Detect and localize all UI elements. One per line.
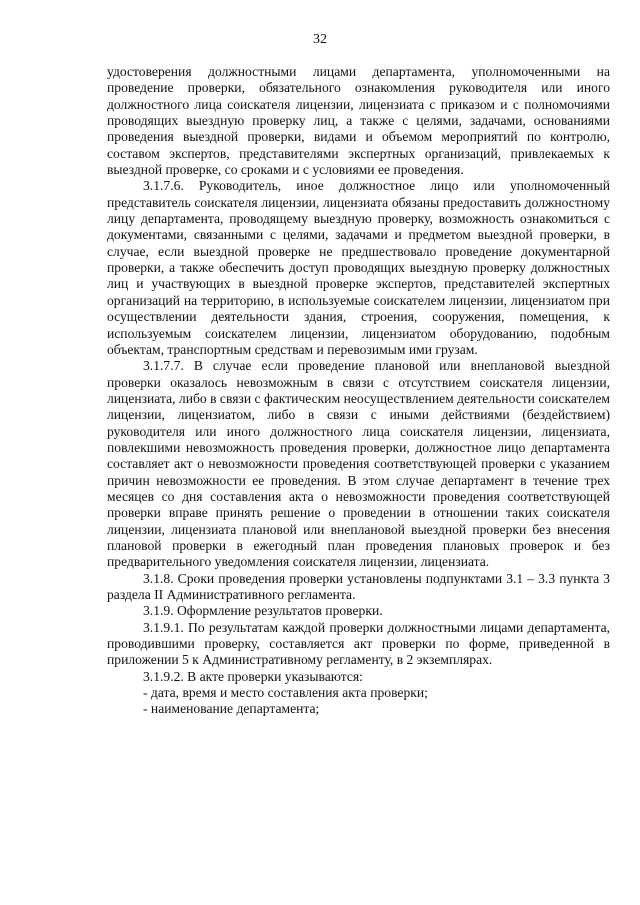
list-item: - наименование департамента;	[143, 701, 320, 717]
paragraph: удостоверения должностными лицами департамента, уполномоченными на проведение проверки, обязательного ознакомления руководителя или иного должностного лица соискателя лицензии, лицензиата с приказом и с полномочиями проводящих выездную проверку лиц, а также с целями, задачами, основаниями проведения выездной проверки, видами и объемом мероприятий по контролю, составом экспертов, представителями экспертных организаций, привлекаемых к выездной проверке, со сроками и с условиями ее проведения.	[107, 64, 610, 178]
paragraph: 3.1.9.1. По результатам каждой проверки должностными лицами департамента, проводившими проверку, составляется акт проверки по форме, приведенной в приложении 5 к Административному регламенту, в 2 экземплярах.	[107, 619, 610, 668]
page-body	[107, 64, 610, 718]
paragraph: 3.1.9.2. В акте проверки указываются:	[143, 668, 363, 684]
paragraph: 3.1.9. Оформление результатов проверки.	[143, 603, 383, 619]
paragraph: 3.1.8. Сроки проведения проверки установлены подпунктами 3.1 – 3.3 пункта 3 раздела II Административного регламента.	[107, 570, 610, 602]
page-number: 32	[313, 32, 327, 47]
list-item: - дата, время и место составления акта проверки;	[143, 685, 428, 701]
paragraph: 3.1.7.7. В случае если проведение плановой или внеплановой выездной проверки оказалось невозможным в связи с отсутствием соискателя лицензии, лицензиата, либо в связи с фактическим неосуществлением деятельности соискателем лицензии, лицензиатом, либо в связи с иными действиями (бездействием) руководителя или иного должностного лица соискателя лицензии, лицензиата, повлекшими невозможность проведения проверки, должностное лицо департамента составляет акт о невозможности проведения соответствующей проверки с указанием причин невозможности ее проведения. В этом случае департамент в течение трех месяцев со дня составления акта о невозможности проведения соответствующей проверки вправе принять решение о проведении в отношении таких соискателя лицензии, лицензиата плановой или внеплановой выездной проверки без внесения плановой проверки в ежегодный план проведения плановых проверок и без предварительного уведомления соискателя лицензии, лицензиата.	[107, 358, 610, 570]
paragraph: 3.1.7.6. Руководитель, иное должностное лицо или уполномоченный представитель соискателя лицензии, лицензиата обязаны предоставить должностному лицу департамента, проводящему выездную проверку, возможность ознакомиться с документами, связанными с целями, задачами и предметом выездной проверки, в случае, если выездной проверке не предшествовало проведение документарной проверки, а также обеспечить доступ проводящих выездную проверку должностных лиц и участвующих в выездной проверке экспертов, представителей экспертных организаций на территорию, в используемые соискателем лицензии, лицензиатом при осуществлении деятельности здания, строения, сооружения, помещения, к используемым соискателем лицензии, лицензиатом оборудованию, подобным объектам, транспортным средствам и перевозимым ими грузам.	[107, 178, 610, 357]
